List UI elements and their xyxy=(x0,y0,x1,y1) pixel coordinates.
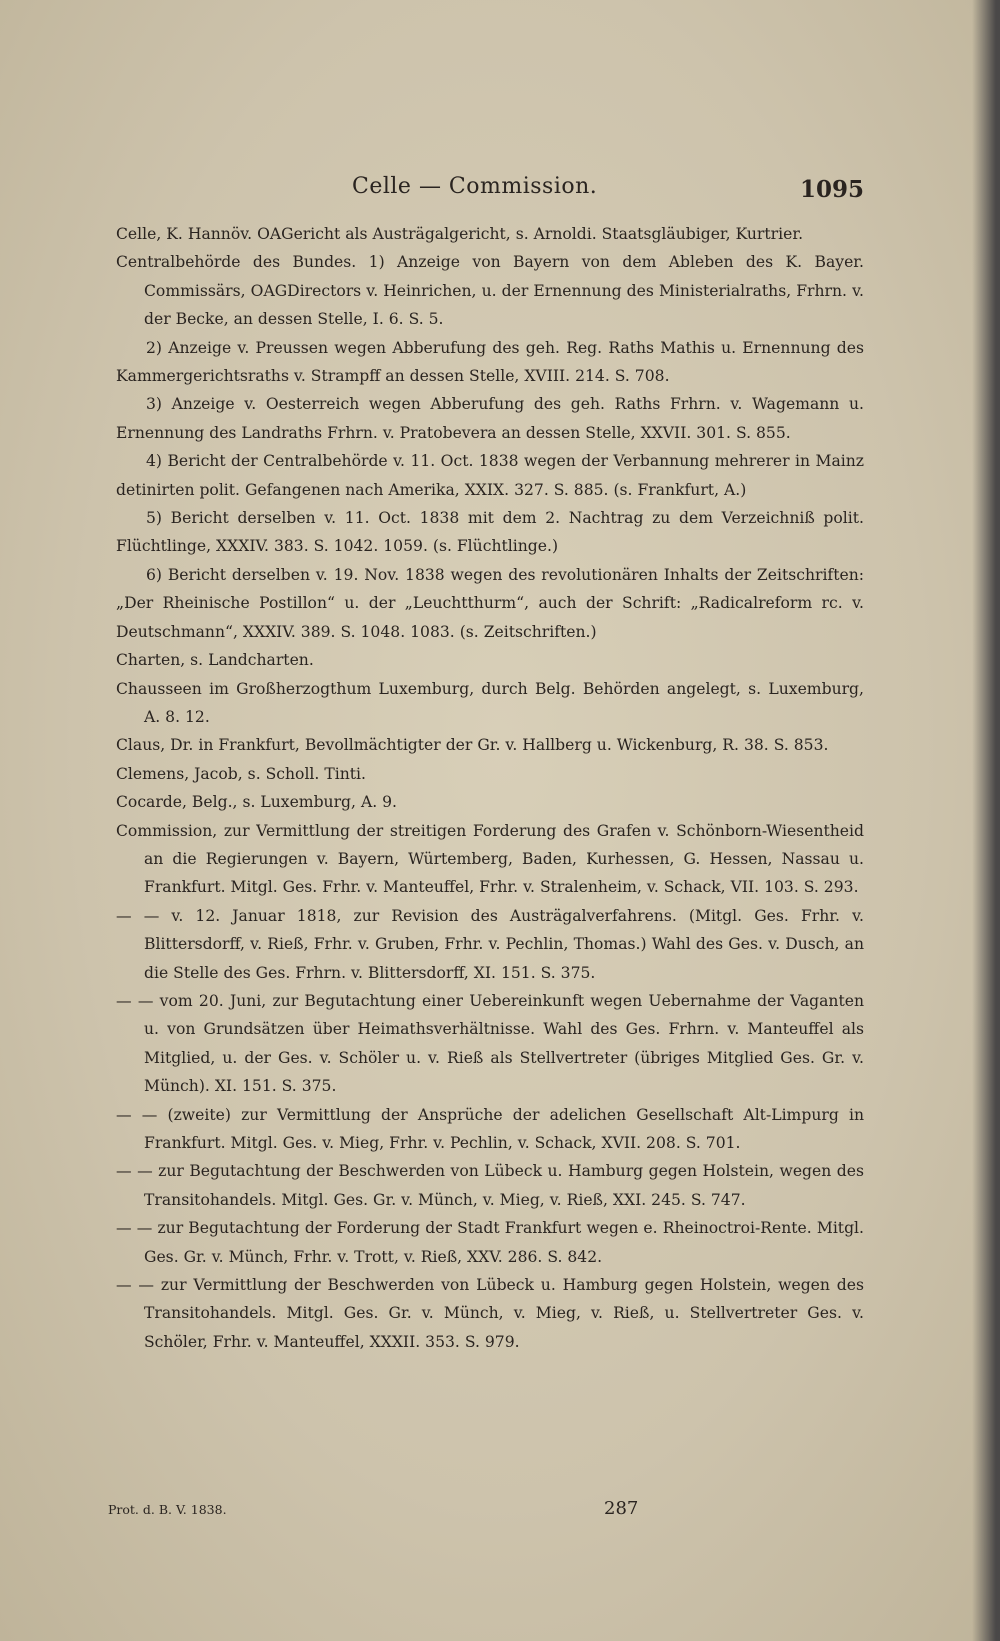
index-entry: 2) Anzeige v. Preussen wegen Abberufung des geh. Reg. Raths Mathis u. Ernennung des Kammergerichtsraths v. Strampff an dessen Stelle, XVIII. 214. S. 708. xyxy=(116,338,864,386)
index-entry: — — zur Begutachtung der Forderung der Stadt Frankfurt wegen e. Rheinoctroi-Rente. Mitgl. Ges. Gr. v. Münch, Frhr. v. Trott, v. Rieß, XXV. 286. S. 842. xyxy=(116,1219,864,1266)
index-entry: Charten, s. Landcharten. xyxy=(116,651,314,670)
index-entry: 6) Bericht derselben v. 19. Nov. 1838 wegen des revolutionären Inhalts der Zeitschriften: „Der Rheinische Postillon“ u. der „Leuchtthurm“, auch der Schrift: „Radicalreform rc. v. Deutschmann“, XXXIV. 389. S. 1048. 1083. (s. Zeitschriften.) xyxy=(116,565,864,641)
index-entry: — — vom 20. Juni, zur Begutachtung einer Uebereinkunft wegen Uebernahme der Vaganten u. von Grundsätzen über Heimathsverhältnisse. Wahl des Ges. Frhrn. v. Manteuffel als Mitglied, u. der Ges. v. Schöler u. v. Rieß als Stellvertreter (übriges Mitglied Ges. Gr. v. Münch). XI. 151. S. 375. xyxy=(116,991,864,1096)
index-entry: — — (zweite) zur Vermittlung der Ansprüche der adelichen Gesellschaft Alt-Limpurg in Frankfurt. Mitgl. Ges. v. Mieg, Frhr. v. Pechlin, v. Schack, XVII. 208. S. 701. xyxy=(116,1105,864,1152)
index-entries xyxy=(116,220,864,1356)
index-entry: 5) Bericht derselben v. 11. Oct. 1838 mit dem 2. Nachtrag zu dem Verzeichniß polit. Flüchtlinge, XXXIV. 383. S. 1042. 1059. (s. Flüchtlinge.) xyxy=(116,509,864,556)
page-number: 1095 xyxy=(800,176,865,203)
page-footer xyxy=(0,1496,1000,1526)
index-entry: Centralbehörde des Bundes. 1) Anzeige von Bayern von dem Ableben des K. Bayer. Commissärs, OAGDirectors v. Heinrichen, u. der Ernennung des Ministerialraths, Frhrn. v. der Becke, an dessen Stelle, I. 6. S. 5. xyxy=(116,253,864,329)
index-entry: Celle, K. Hannöv. OAGericht als Austrägalgericht, s. Arnoldi. Staatsgläubiger, Kurtrier. xyxy=(116,225,804,243)
index-entry: — — zur Begutachtung der Beschwerden von Lübeck u. Hamburg gegen Holstein, wegen des Transitohandels. Mitgl. Ges. Gr. v. Münch, v. Mieg, v. Rieß, XXI. 245. S. 747. xyxy=(116,1162,864,1209)
running-head: Celle — Commission. xyxy=(352,174,598,199)
index-entry: 3) Anzeige v. Oesterreich wegen Abberufung des geh. Raths Frhrn. v. Wagemann u. Ernennung des Landraths Frhrn. v. Pratobevera an dessen Stelle, XXVII. 301. S. 855. xyxy=(116,395,864,442)
index-entry: Clemens, Jacob, s. Scholl. Tinti. xyxy=(116,764,366,783)
page-header xyxy=(0,168,1000,208)
signature-mark: Prot. d. B. V. 1838. xyxy=(108,1502,227,1517)
index-entry: 4) Bericht der Centralbehörde v. 11. Oct. 1838 wegen der Verbannung mehrerer in Mainz detinirten polit. Gefangenen nach Amerika, XXIX. 327. S. 885. (s. Frankfurt, A.) xyxy=(116,452,864,499)
index-entry: Commission, zur Vermittlung der streitigen Forderung des Grafen v. Schönborn-Wiesentheid an die Regierungen v. Bayern, Würtemberg, Baden, Kurhessen, G. Hessen, Nassau u. Frankfurt. Mitgl. Ges. Frhr. v. Manteuffel, Frhr. v. Stralenheim, v. Schack, VII. 103. S. 293. xyxy=(116,821,864,897)
index-entry: Claus, Dr. in Frankfurt, Bevollmächtigter der Gr. v. Hallberg u. Wickenburg, R. 38. S. 853. xyxy=(116,736,829,755)
index-entry: Chausseen im Großherzogthum Luxemburg, durch Belg. Behörden angelegt, s. Luxemburg, A. 8. 12. xyxy=(116,679,864,726)
index-entry: Cocarde, Belg., s. Luxemburg, A. 9. xyxy=(116,793,398,812)
index-entry: — — v. 12. Januar 1818, zur Revision des Austrägalverfahrens. (Mitgl. Ges. Frhr. v. Blittersdorff, v. Rieß, Frhr. v. Gruben, Frhr. v. Pechlin, Thomas.) Wahl des Ges. v. Dusch, an die Stelle des Ges. Frhrn. v. Blittersdorff, XI. 151. S. 375. xyxy=(116,906,864,982)
index-entry: — — zur Vermittlung der Beschwerden von Lübeck u. Hamburg gegen Holstein, wegen des Transitohandels. Mitgl. Ges. Gr. v. Münch, v. Mieg, v. Rieß, u. Stellvertreter Ges. v. Schöler, Frhr. v. Manteuffel, XXXII. 353. S. 979. xyxy=(116,1276,864,1351)
page-edge-shadow xyxy=(972,0,1000,1641)
sheet-number: 287 xyxy=(604,1498,639,1519)
